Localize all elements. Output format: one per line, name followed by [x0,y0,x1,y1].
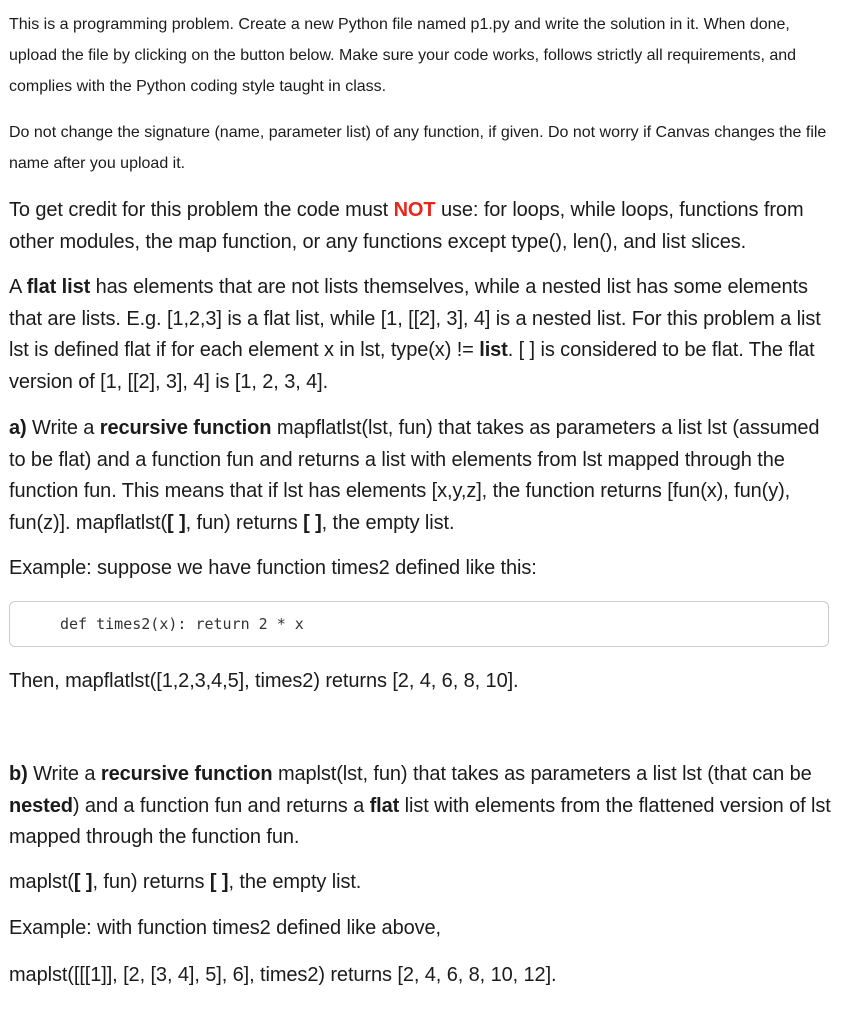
part-a-text-1: Write a [26,417,100,439]
then-paragraph: Then, mapflatlst([1,2,3,4,5], times2) returns [2, 4, 6, 8, 10]. [9,670,519,692]
part-b-text-1: Write a [27,763,101,785]
flat-def-text-2: has elements that are not lists themselves, while a nested list has some elements that are lists. E.g. [1,2,3] is a flat list, while [1, [[2], 3], 4] is a nested list. For this problem a list lst is defined flat if for each element x in lst, type(x) != [9,276,821,361]
instructions-paragraph: This is a programming problem. Create a new Python file named p1.py and write the solution in it. When done, upload the file by clicking on the button below. Make sure your code works, follows strictly all requirements, and complies with the Python coding style taught in class. [9,16,797,95]
maplst-example-paragraph: maplst([[[1]], [2, [3, 4], 5], 6], times2) returns [2, 4, 6, 8, 10, 12]. [9,964,557,986]
part-b-paragraph [9,759,839,854]
part-b-label: b) [9,763,28,785]
maplst-empty-paragraph [9,867,839,899]
part-a-text-3: , fun) returns [185,511,304,534]
maplst-empty-text-1: maplst( [9,871,74,893]
part-b-text-3: ) and a function fun and returns a [72,794,370,817]
flat-term: flat [369,794,400,817]
credit-not-emphasis: NOT [393,199,436,221]
example-intro-paragraph: Example: suppose we have function times2 defined like this: [9,557,537,579]
flat-def-text-1: A [9,276,27,298]
flat-list-definition-paragraph [9,272,839,398]
credit-text-before: To get credit for this problem the code must [9,199,394,221]
signature-note-paragraph: Do not change the signature (name, parameter list) of any function, if given. Do not worry if Canvas changes the file name after you upload it. [9,124,827,172]
part-b-recursive-term: recursive function [100,763,273,785]
part-a-empty-list-1: [ ] [167,511,186,534]
part-a-text-2: mapflatlst(lst, fun) that takes as parameters a list lst (assumed to be flat) and a function fun and returns a list with elements from lst mapped through the function fun. This means that if lst has elements [x,y,z], the function returns [fun(x), fun(y), fun(z)]. mapflatlst( [9,417,820,534]
flat-def-text-3: . [ ] is considered to be flat. The flat version of [1, [[2], 3], 4] is [1, 2, 3, 4]. [9,339,815,393]
code-line: def times2(x): return 2 * x [60,615,304,633]
list-keyword: list [479,339,508,361]
maplst-empty-text-3: , the empty list. [228,871,362,893]
code-block [9,601,829,647]
credit-requirements-paragraph [9,195,839,258]
part-a-empty-list-2: [ ] [303,511,322,534]
part-b-text-2: maplst(lst, fun) that takes as parameters a list lst (that can be [272,763,812,785]
maplst-empty-list-1: [ ] [73,871,93,893]
credit-text-after: use: for loops, while loops, functions from other modules, the map function, or any functions except type(), len(), and list slices. [9,199,804,253]
flat-list-term: flat list [26,276,91,298]
part-b-text-4: list with elements from the flattened version of lst mapped through the function fun. [9,794,831,848]
part-a-paragraph [9,413,839,539]
maplst-empty-text-2: , fun) returns [92,871,210,893]
part-a-recursive-term: recursive function [99,417,272,439]
part-a-label: a) [9,417,27,439]
example-b-paragraph: Example: with function times2 defined like above, [9,917,442,939]
nested-term: nested [9,794,73,817]
part-a-text-4: , the empty list. [321,511,455,534]
maplst-empty-list-2: [ ] [209,871,229,893]
